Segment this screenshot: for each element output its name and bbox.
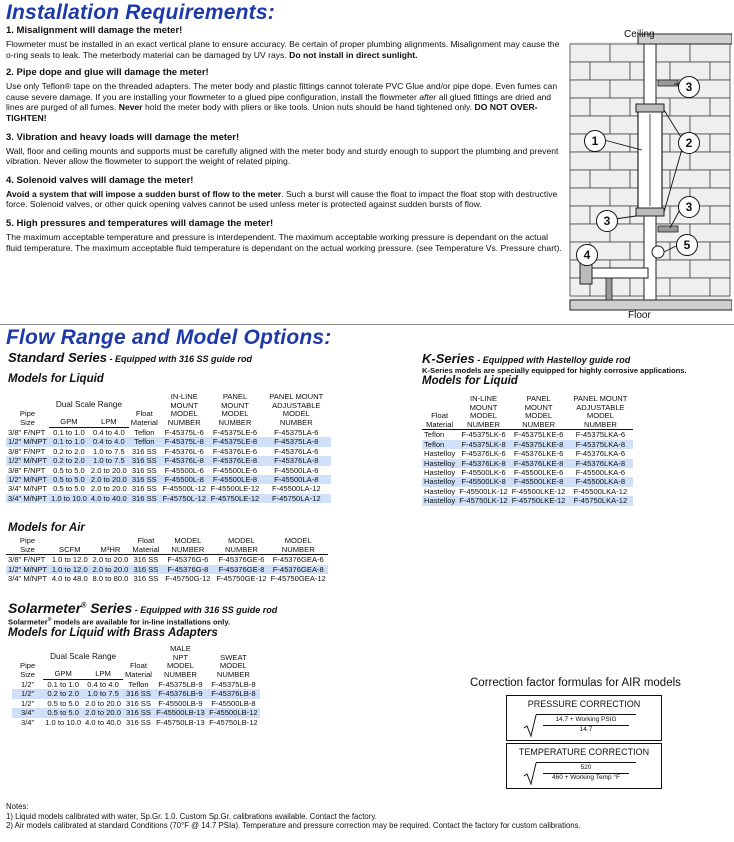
liquid-table-row [6, 437, 331, 446]
liquid-table-cell: 0.5 to 5.0 [53, 484, 85, 494]
liquid-table-row [6, 447, 331, 456]
section-divider [0, 324, 734, 325]
air-table-row [6, 555, 328, 565]
section-1-heading: 1. Misalignment will damage the meter! [6, 25, 183, 36]
section-3-heading: 3. Vibration and heavy loads will damage the meter! [6, 131, 240, 143]
liquid-table-row [6, 494, 331, 503]
brick [710, 206, 730, 224]
air-col-scfm: SCFM [49, 537, 91, 555]
k-series-table [422, 395, 633, 506]
brass-table-cell: 0.4 to 4.0 [87, 679, 119, 689]
solarmeter-title: Solarmeter® Series - Equipped with 316 SS guide rod [8, 600, 278, 616]
k-table-cell: F-45375LKA-6 [575, 430, 626, 440]
section-3-body: Wall, floor and ceiling mounts and supports must be carefully aligned with the meter body and sturdy enough to support the plumbing and prevent vibration. Never allow the flowmeter to support the weight of related piping. [6, 145, 559, 167]
air-table-cell: F-45376G-8 [161, 565, 214, 574]
brick [570, 44, 610, 62]
k-table-cell: F-45376LKE-6 [513, 449, 564, 459]
air-table-cell: 4.0 to 48.0 [51, 574, 88, 583]
liquid-table-cell: F-45376L-8 [160, 456, 209, 465]
notes [6, 802, 581, 831]
liquid-table-cell: F-45375LE-6 [212, 427, 258, 437]
k-table-cell: Teflon [424, 430, 445, 440]
k-series-note: K-Series models are specially equipped for highly corrosive applications. [422, 366, 687, 375]
callout-1: 1 [584, 130, 606, 152]
brick [710, 278, 730, 296]
k-table-row [422, 430, 633, 440]
k-table-cell: F-45500LKE-12 [511, 486, 566, 496]
brass-col-float: Float Material [124, 661, 152, 679]
liquid-table-cell: 0.4 to 4.0 [93, 427, 125, 437]
air-table-cell: F-45376GEA-8 [269, 565, 328, 574]
liquid-table-cell: 1/2" M/NPT [8, 456, 47, 466]
brass-table-cell: F-45376LB-8 [207, 689, 260, 698]
note-2: 2) Air models calibrated at standard Conditions (70°F @ 14.7 PSIa). Temperature and pressure correction may be required. Contact the factory for custom calibrations. [6, 821, 581, 831]
k-table-cell: F-45500LK-6 [461, 468, 506, 477]
liquid-table-cell: 0.4 to 4.0 [89, 437, 129, 446]
air-table-cell: F-45376GE-6 [218, 555, 265, 565]
k-table-cell: Hastelloy [424, 458, 456, 468]
brass-table-cell: F-45500LB-12 [207, 708, 260, 717]
col-float: Float Material [130, 409, 158, 427]
k-table-cell: Hastelloy [424, 468, 456, 477]
brick [590, 170, 630, 188]
callout-3-left: 3 [596, 210, 618, 232]
air-table-cell: 316 SS [130, 565, 161, 574]
liquid-table-row [6, 466, 331, 475]
k-table-cell: F-45376LKA-6 [575, 449, 626, 459]
air-table-cell: 1/2" M/NPT [8, 564, 47, 574]
liquid-table-cell: 316 SS [131, 446, 157, 456]
brick [570, 62, 590, 80]
liquid-table-row [6, 475, 331, 484]
liquid-table-cell: 316 SS [129, 456, 160, 465]
liquid-table-cell: 1.0 to 10.0 [51, 493, 87, 503]
liquid-table-cell: 0.5 to 5.0 [49, 475, 89, 484]
section-1-body: Flowmeter must be installed in an exact vertical plane to ensure accuracy. Be certain of proper plumbing alignments. Misalignment may cause the o-ring seals to leak. The meterbody material can be damaged by UV rays. Do not install in direct sunlight. [6, 39, 560, 60]
section-5-body: The maximum acceptable temperature and pressure is interdependent. The maximum acceptable working pressure is dependant on the actual fluid temperature. The maximum acceptable fluid temperature is dependant on the actual working pressure. (see Temperature Vs. Pressure chart). [6, 231, 562, 253]
brick [570, 188, 610, 206]
k-series-title: K-Series - Equipped with Hastelloy guide rod [422, 351, 631, 366]
section-2-heading: 2. Pipe dope and glue will damage the meter! [6, 67, 209, 79]
air-table-cell: F-45750GEA-12 [270, 574, 326, 583]
brass-table-cell: 316 SS [126, 698, 151, 708]
brass-table-cell: 1/2" [20, 698, 35, 708]
brass-table-cell: F-45375LB-8 [211, 679, 256, 689]
installation-diagram [566, 30, 732, 322]
liquid-table-cell: 0.1 to 1.0 [53, 427, 85, 437]
liquid-table-cell: F-45500L-6 [164, 465, 204, 475]
liquid-table-cell: Teflon [129, 437, 160, 446]
col-panel: PANEL MOUNT MODEL NUMBER [218, 392, 252, 427]
liquid-table-cell: F-45500LE-12 [210, 484, 260, 494]
brass-table-cell: 316 SS [123, 708, 154, 717]
air-models-title: Models for Air [8, 522, 85, 534]
flow-title: Flow Range and Model Options: [6, 326, 332, 349]
brick [710, 98, 730, 116]
air-table-cell: F-45750GE-12 [216, 574, 267, 583]
air-table-cell: 3/4" M/NPT [8, 574, 47, 583]
brass-table-cell: 2.0 to 20.0 [85, 708, 121, 718]
liquid-table-cell: F-45750LA-12 [261, 494, 331, 503]
liquid-table-cell: F-45376L-6 [164, 446, 204, 456]
air-table-cell: 2.0 to 20.0 [92, 564, 129, 574]
brass-table-row [12, 718, 260, 727]
brass-table-cell: 4.0 to 40.0 [85, 717, 121, 727]
liquid-table-body [6, 427, 331, 503]
brass-table-cell: 0.5 to 5.0 [47, 698, 79, 708]
brass-table-row [12, 689, 260, 698]
liquid-table-cell: F-45376LE-8 [209, 456, 262, 465]
air-col-model-1: MODEL NUMBER [161, 537, 214, 555]
liquid-table-cell: 3/4" M/NPT [8, 484, 47, 494]
liquid-table-cell: 4.0 to 40.0 [90, 493, 127, 503]
liquid-table-cell: 1/2" M/NPT [8, 437, 47, 447]
liquid-models-title: Models for Liquid [8, 373, 104, 385]
col-pipe: Pipe Size [19, 409, 36, 427]
col-inline: IN-LINE MOUNT MODEL NUMBER [167, 392, 201, 427]
k-table-cell: F-45375LK-6 [461, 430, 506, 440]
brass-col-pipe: Pipe Size [20, 661, 36, 679]
temperature-correction-formula [533, 762, 637, 784]
brick [690, 152, 730, 170]
installation-text [6, 25, 566, 253]
liquid-table-cell: 3/8" F/NPT [8, 465, 46, 475]
liquid-table-cell: F-45750L-12 [160, 494, 209, 503]
section-4-body: Avoid a system that will impose a sudden burst of flow to the meter. Such a burst will cause the float to impact the float stop with destructive force. Solenoid valves, or other quick opening valves cannot be used unless meter is protected against sudden bursts of flow. [6, 188, 558, 210]
air-table-cell: 8.0 to 80.0 [92, 574, 129, 583]
k-table-cell: Hastelloy [424, 486, 456, 496]
brass-table-cell: 0.2 to 2.0 [43, 689, 83, 698]
liquid-table-cell: 316 SS [131, 465, 157, 475]
k-table-row [422, 477, 633, 486]
callout-2: 2 [678, 132, 700, 154]
brass-table-cell: Teflon [128, 679, 149, 689]
air-table-cell: 316 SS [133, 555, 159, 565]
brick [710, 62, 730, 80]
brick [590, 98, 630, 116]
liquid-table-cell: F-45375LA-8 [261, 437, 331, 446]
k-table-cell: F-45375LKA-8 [567, 440, 633, 449]
air-table-row [6, 574, 328, 583]
brick [570, 152, 610, 170]
brass-table-cell: F-45500LB-13 [154, 708, 207, 717]
brick [570, 98, 590, 116]
liquid-table-cell: F-45375LE-8 [209, 437, 262, 446]
brass-table-cell: 1/2" [20, 679, 35, 689]
brick [690, 116, 730, 134]
k-col-panel: PANEL MOUNT MODEL NUMBER [510, 395, 568, 430]
k-table-cell: F-45500LK-12 [459, 486, 508, 496]
temperature-denominator: 460 + Working Temp °F [552, 774, 620, 781]
k-liquid-models-title: Models for Liquid [422, 375, 518, 387]
brass-col-male-npt: MALE NPT MODEL NUMBER [164, 644, 197, 679]
brass-table-cell: F-45376LB-9 [154, 689, 207, 698]
brick [670, 278, 710, 296]
air-col-pipe: Pipe Size [6, 537, 49, 555]
brass-table-cell: 3/4" [12, 708, 43, 717]
air-table-cell: 1.0 to 12.0 [51, 555, 88, 565]
brass-table-cell: 3/4" [20, 717, 35, 727]
standard-series-title: Standard Series - Equipped with 316 SS guide rod [8, 350, 253, 365]
liquid-table-cell: F-45376LA-6 [274, 446, 319, 456]
k-table-body [422, 430, 633, 506]
k-table-cell: Teflon [422, 440, 457, 449]
brass-table-cell: F-45500LB-8 [211, 698, 256, 708]
k-table-row [422, 440, 633, 449]
col-dual-scale: Dual Scale Range [55, 400, 122, 410]
brass-table-cell: 0.1 to 1.0 [47, 679, 79, 689]
callout-4: 4 [576, 244, 598, 266]
liquid-table-row [6, 484, 331, 493]
notes-label: Notes: [6, 802, 29, 811]
correction-title: Correction factor formulas for AIR models [470, 677, 681, 689]
brick [690, 260, 730, 278]
k-table-row [422, 496, 633, 505]
pressure-denominator: 14.7 [579, 726, 593, 733]
air-table-cell: 316 SS [133, 574, 159, 583]
brass-table-cell: 1.0 to 10.0 [45, 717, 82, 727]
k-table-cell: F-45500LKA-6 [575, 468, 626, 477]
col-lpm: LPM [89, 410, 129, 428]
brass-table-cell: F-45375LB-9 [158, 679, 203, 689]
liquid-table-cell: 2.0 to 20.0 [90, 474, 127, 484]
air-models-table [6, 537, 328, 583]
brick [670, 98, 710, 116]
air-table-cell: F-45376GE-8 [214, 565, 268, 574]
air-table-cell: 3/8" F/NPT [8, 555, 46, 565]
liquid-table-cell: 2.0 to 20.0 [90, 465, 127, 475]
brass-table-row [12, 699, 260, 708]
liquid-table-cell: 1.0 to 7.5 [89, 456, 129, 465]
liquid-table-cell: 0.2 to 2.0 [53, 446, 85, 456]
pressure-correction-formula [533, 714, 637, 736]
temperature-correction-title: TEMPERATURE CORRECTION [518, 747, 650, 757]
k-table-cell: F-45376LKE-8 [510, 459, 568, 468]
liquid-table-cell: F-45376LE-6 [212, 446, 258, 456]
k-table-cell: F-45500LKA-12 [573, 486, 628, 496]
col-adjustable: PANEL MOUNT ADJUSTABLE MODEL NUMBER [269, 392, 324, 427]
temperature-correction-box [506, 743, 662, 789]
air-table-row [6, 565, 328, 574]
liquid-table-cell: F-45375L-6 [164, 427, 204, 437]
air-col-model-2: MODEL NUMBER [214, 537, 268, 555]
temperature-sqrt-icon [523, 762, 537, 786]
k-table-row [422, 468, 633, 477]
brick [590, 62, 630, 80]
k-table-cell: F-45750LKE-12 [511, 496, 566, 506]
liquid-table-cell: 3/8" F/NPT [8, 427, 46, 437]
brass-table-cell: 1/2" [12, 689, 43, 698]
k-table-cell: F-45500LK-8 [457, 477, 510, 486]
k-col-adjustable: PANEL MOUNT ADJUSTABLE MODEL NUMBER [567, 395, 633, 430]
installation-diagram-svg [566, 30, 732, 322]
k-table-cell: F-45375LKE-8 [510, 440, 568, 449]
liquid-table-cell: 3/4" M/NPT [8, 493, 47, 503]
brass-table-cell: F-45750LB-12 [209, 717, 258, 727]
liquid-table-cell: F-45375L-8 [160, 437, 209, 446]
pressure-sqrt-icon [523, 714, 537, 738]
brass-table-cell: F-45750LB-13 [156, 717, 205, 727]
k-table-cell: F-45376LKA-8 [567, 459, 633, 468]
brass-col-dual-scale: Dual Scale Range [50, 652, 117, 662]
air-col-float: Float Material [132, 536, 160, 554]
brass-col-sweat: SWEAT MODEL NUMBER [216, 652, 250, 679]
air-table-cell: F-45376G-6 [167, 555, 209, 565]
brass-table-cell: 0.5 to 5.0 [43, 708, 83, 717]
brass-models-table [12, 645, 260, 727]
callout-3-middle: 3 [678, 196, 700, 218]
air-table-cell: F-45376GEA-6 [272, 555, 324, 565]
brass-table-body [12, 679, 260, 727]
section-4-heading: 4. Solenoid valves will damage the meter! [6, 174, 194, 186]
ceiling-label: Ceiling [624, 29, 655, 40]
liquid-table-cell: 316 SS [129, 494, 160, 503]
liquid-table-cell: 0.2 to 2.0 [49, 456, 89, 465]
liquid-table-cell: Teflon [134, 427, 155, 437]
note-1: 1) Liquid models calibrated with water, Sp.Gr. 1.0. Custom Sp.Gr. calibrations available. Contact the factory. [6, 811, 377, 821]
liquid-table-cell: 2.0 to 20.0 [90, 484, 127, 494]
brass-models-title: Models for Liquid with Brass Adapters [8, 627, 218, 639]
liquid-table-cell: 3/8" F/NPT [8, 446, 46, 456]
k-table-row [422, 459, 633, 468]
k-table-row [422, 449, 633, 458]
k-table-cell: Hastelloy [424, 477, 456, 487]
liquid-table-cell: F-45500LE-8 [209, 475, 262, 484]
brass-table-cell: 2.0 to 20.0 [85, 698, 121, 708]
col-gpm: GPM [49, 410, 89, 428]
k-table-cell: F-45750LK-12 [459, 496, 508, 506]
brick [570, 206, 590, 224]
liquid-table-cell: F-45375LA-6 [274, 427, 319, 437]
air-table-cell: 2.0 to 20.0 [92, 555, 129, 565]
liquid-table-cell: 316 SS [131, 484, 157, 494]
brick [570, 80, 610, 98]
air-table-cell: 1.0 to 12.0 [49, 565, 91, 574]
section-2-body: Use only Teflon® tape on the threaded adapters. The meter body and plastic fittings cannot tolerate PVC Glue and/or pipe dope. Even fumes can cause severe damage. If you are installing your flowmeter to a glued pipe configuration, install the flowmeter after all glued fittings are dried and lines are purged of all fumes. Never hold the meter body with pliers or like tools. Union nuts should be hand tightened only. DO NOT OVER-TIGHTEN! [6, 81, 558, 123]
k-table-cell: F-45375LK-8 [457, 440, 510, 449]
air-table-cell: F-45750G-12 [165, 574, 211, 583]
brick [710, 242, 730, 260]
air-col-model-3: MODEL NUMBER [269, 537, 328, 555]
callout-5: 5 [676, 234, 698, 256]
k-table-cell: F-45376LK-6 [461, 449, 506, 459]
air-col-m3hr: M³HR [91, 537, 131, 555]
k-table-row [422, 487, 633, 496]
k-table-cell: Hastelloy [424, 496, 456, 506]
pressure-correction-box [506, 695, 662, 741]
air-table-body [6, 555, 328, 584]
k-table-cell: Hastelloy [424, 449, 456, 459]
brass-table-cell: 316 SS [126, 717, 151, 727]
k-table-cell: F-45376LK-8 [457, 459, 510, 468]
brick [670, 170, 710, 188]
k-table-cell: F-45750LKA-12 [567, 496, 633, 505]
liquid-models-table [6, 393, 331, 503]
liquid-table-cell: 0.5 to 5.0 [53, 465, 85, 475]
solarmeter-note: Solarmeter® models are available for in-line installations only. [8, 617, 231, 627]
k-table-cell: F-45375LKE-6 [513, 430, 564, 440]
liquid-table-cell: F-45500L-8 [160, 475, 209, 484]
brass-table-row [12, 708, 260, 717]
liquid-table-row [6, 456, 331, 465]
k-col-inline: IN-LINE MOUNT MODEL NUMBER [457, 395, 510, 430]
section-5-heading: 5. High pressures and temperatures will damage the meter! [6, 217, 274, 229]
k-col-float: Float Material [422, 395, 457, 430]
liquid-table-cell: 0.1 to 1.0 [49, 437, 89, 446]
liquid-table-cell: F-45500LA-8 [261, 475, 331, 484]
pressure-correction-title: PRESSURE CORRECTION [527, 699, 641, 709]
liquid-table-cell: F-45500LE-6 [212, 465, 258, 475]
pressure-numerator: 14.7 + Working PSIG [555, 716, 617, 723]
liquid-table-cell: F-45500LA-6 [274, 465, 319, 475]
liquid-table-cell: 1/2" M/NPT [8, 474, 47, 484]
brass-table-cell: 316 SS [123, 689, 154, 698]
brick [710, 134, 730, 152]
liquid-table-cell: 316 SS [129, 475, 160, 484]
brass-table-cell: 1.0 to 7.5 [83, 689, 123, 698]
floor-label: Floor [628, 310, 651, 321]
brick [690, 44, 730, 62]
brass-col-lpm: LPM [83, 662, 123, 680]
liquid-table-cell: F-45750LE-12 [210, 493, 260, 503]
temperature-numerator: 520 [580, 764, 592, 771]
liquid-table-row [6, 427, 331, 437]
k-table-cell: F-45500LKA-8 [567, 477, 633, 486]
k-table-cell: F-45500LKE-6 [513, 468, 564, 477]
liquid-table-cell: F-45500L-12 [162, 484, 206, 494]
brick [710, 170, 730, 188]
callout-3-top: 3 [678, 76, 700, 98]
brass-col-gpm: GPM [43, 662, 83, 680]
liquid-table-cell: F-45500LA-12 [272, 484, 321, 494]
installation-title: Installation Requirements: [6, 1, 275, 24]
brass-table-cell: F-45500LB-9 [158, 698, 203, 708]
k-table-cell: F-45500LKE-8 [510, 477, 568, 486]
liquid-table-cell: F-45376LA-8 [261, 456, 331, 465]
liquid-table-cell: 1.0 to 7.5 [93, 446, 125, 456]
brick [570, 170, 590, 188]
brass-table-row [12, 679, 260, 689]
